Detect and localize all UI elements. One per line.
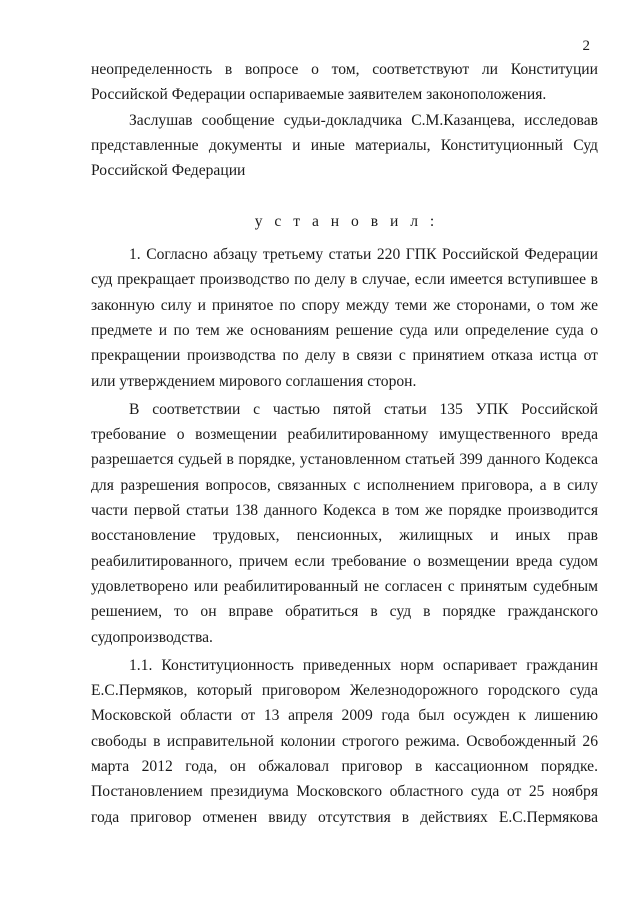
section-heading: у с т а н о в и л : — [254, 212, 439, 230]
text-line: суд прекращает производство по делу в случае, если имеется вступившее в — [91, 271, 598, 289]
text-line: 1.1. Конституционность приведенных норм оспаривает гражданин — [129, 656, 598, 674]
text-line: реабилитированного, причем если требование о возмещении вреда судом — [91, 552, 598, 570]
text-line: неопределенность в вопросе о том, соответствуют ли Конституции — [91, 61, 598, 78]
text-line: части первой статьи 138 данного Кодекса в том же порядке производится — [91, 502, 598, 520]
text-line: предмете и по тем же основаниям решение суда или определение суда о — [91, 321, 598, 339]
paragraph-4 — [91, 653, 598, 830]
text-line: представленные документы и иные материалы, Конституционный Суд — [91, 136, 598, 154]
text-line: Е.С.Пермяков, который приговором Железнодорожного городского суда — [91, 682, 598, 700]
text-line: марта 2012 года, он обжаловал приговор в кассационном порядке. — [91, 758, 598, 776]
text-line: 1. Согласно абзацу третьему статьи 220 ГПК Российской Федерации — [129, 246, 598, 264]
document-body — [91, 57, 598, 830]
text-line: свободы в исправительной колонии строгого режима. Освобожденный 26 — [91, 732, 598, 750]
text-line: законную силу и принятое по спору между теми же сторонами, о том же — [91, 296, 598, 314]
text-line: прекращении производства по делу в связи с принятием отказа истца от — [91, 347, 598, 365]
spacer — [91, 234, 598, 242]
text-line: восстановление трудовых, пенсионных, жилищных и иных прав — [91, 527, 598, 545]
paragraph-0 — [91, 57, 598, 108]
text-line: года приговор отменен ввиду отсутствия в действиях Е.С.Пермякова — [91, 808, 598, 826]
text-line: Заслушав сообщение судьи-докладчика С.М.Казанцева, исследовав — [129, 111, 598, 129]
spacer — [91, 183, 598, 208]
text-line: для разрешения вопросов, связанных с исполнением приговора, а в силу — [91, 476, 598, 494]
paragraph-1 — [91, 108, 598, 184]
page-number: 2 — [582, 38, 590, 54]
text-line: судопроизводства. — [91, 628, 213, 646]
text-line: удовлетворено или реабилитированный не согласен с принятым судебным — [91, 577, 598, 595]
text-line: В соответствии с частью пятой статьи 135 УПК Российской — [129, 400, 598, 418]
text-line: Российской Федерации оспариваемые заявителем законоположения. — [91, 86, 547, 104]
text-line: решением, то он вправе обратиться в суд в порядке гражданского — [91, 603, 598, 621]
text-line: Постановлением президиума Московского областного суда от 25 ноября — [91, 783, 598, 801]
paragraph-2 — [91, 242, 598, 394]
text-line: Российской Федерации — [91, 162, 246, 180]
text-line: или утверждением мирового соглашения сторон. — [91, 372, 417, 390]
text-line: Московской области от 13 апреля 2009 года был осужден к лишению — [91, 707, 598, 725]
text-line: требование о возмещении реабилитированному имущественного вреда — [91, 426, 598, 444]
paragraph-3 — [91, 397, 598, 650]
text-line: разрешается судьей в порядке, установленном статьей 399 данного Кодекса — [91, 451, 598, 469]
